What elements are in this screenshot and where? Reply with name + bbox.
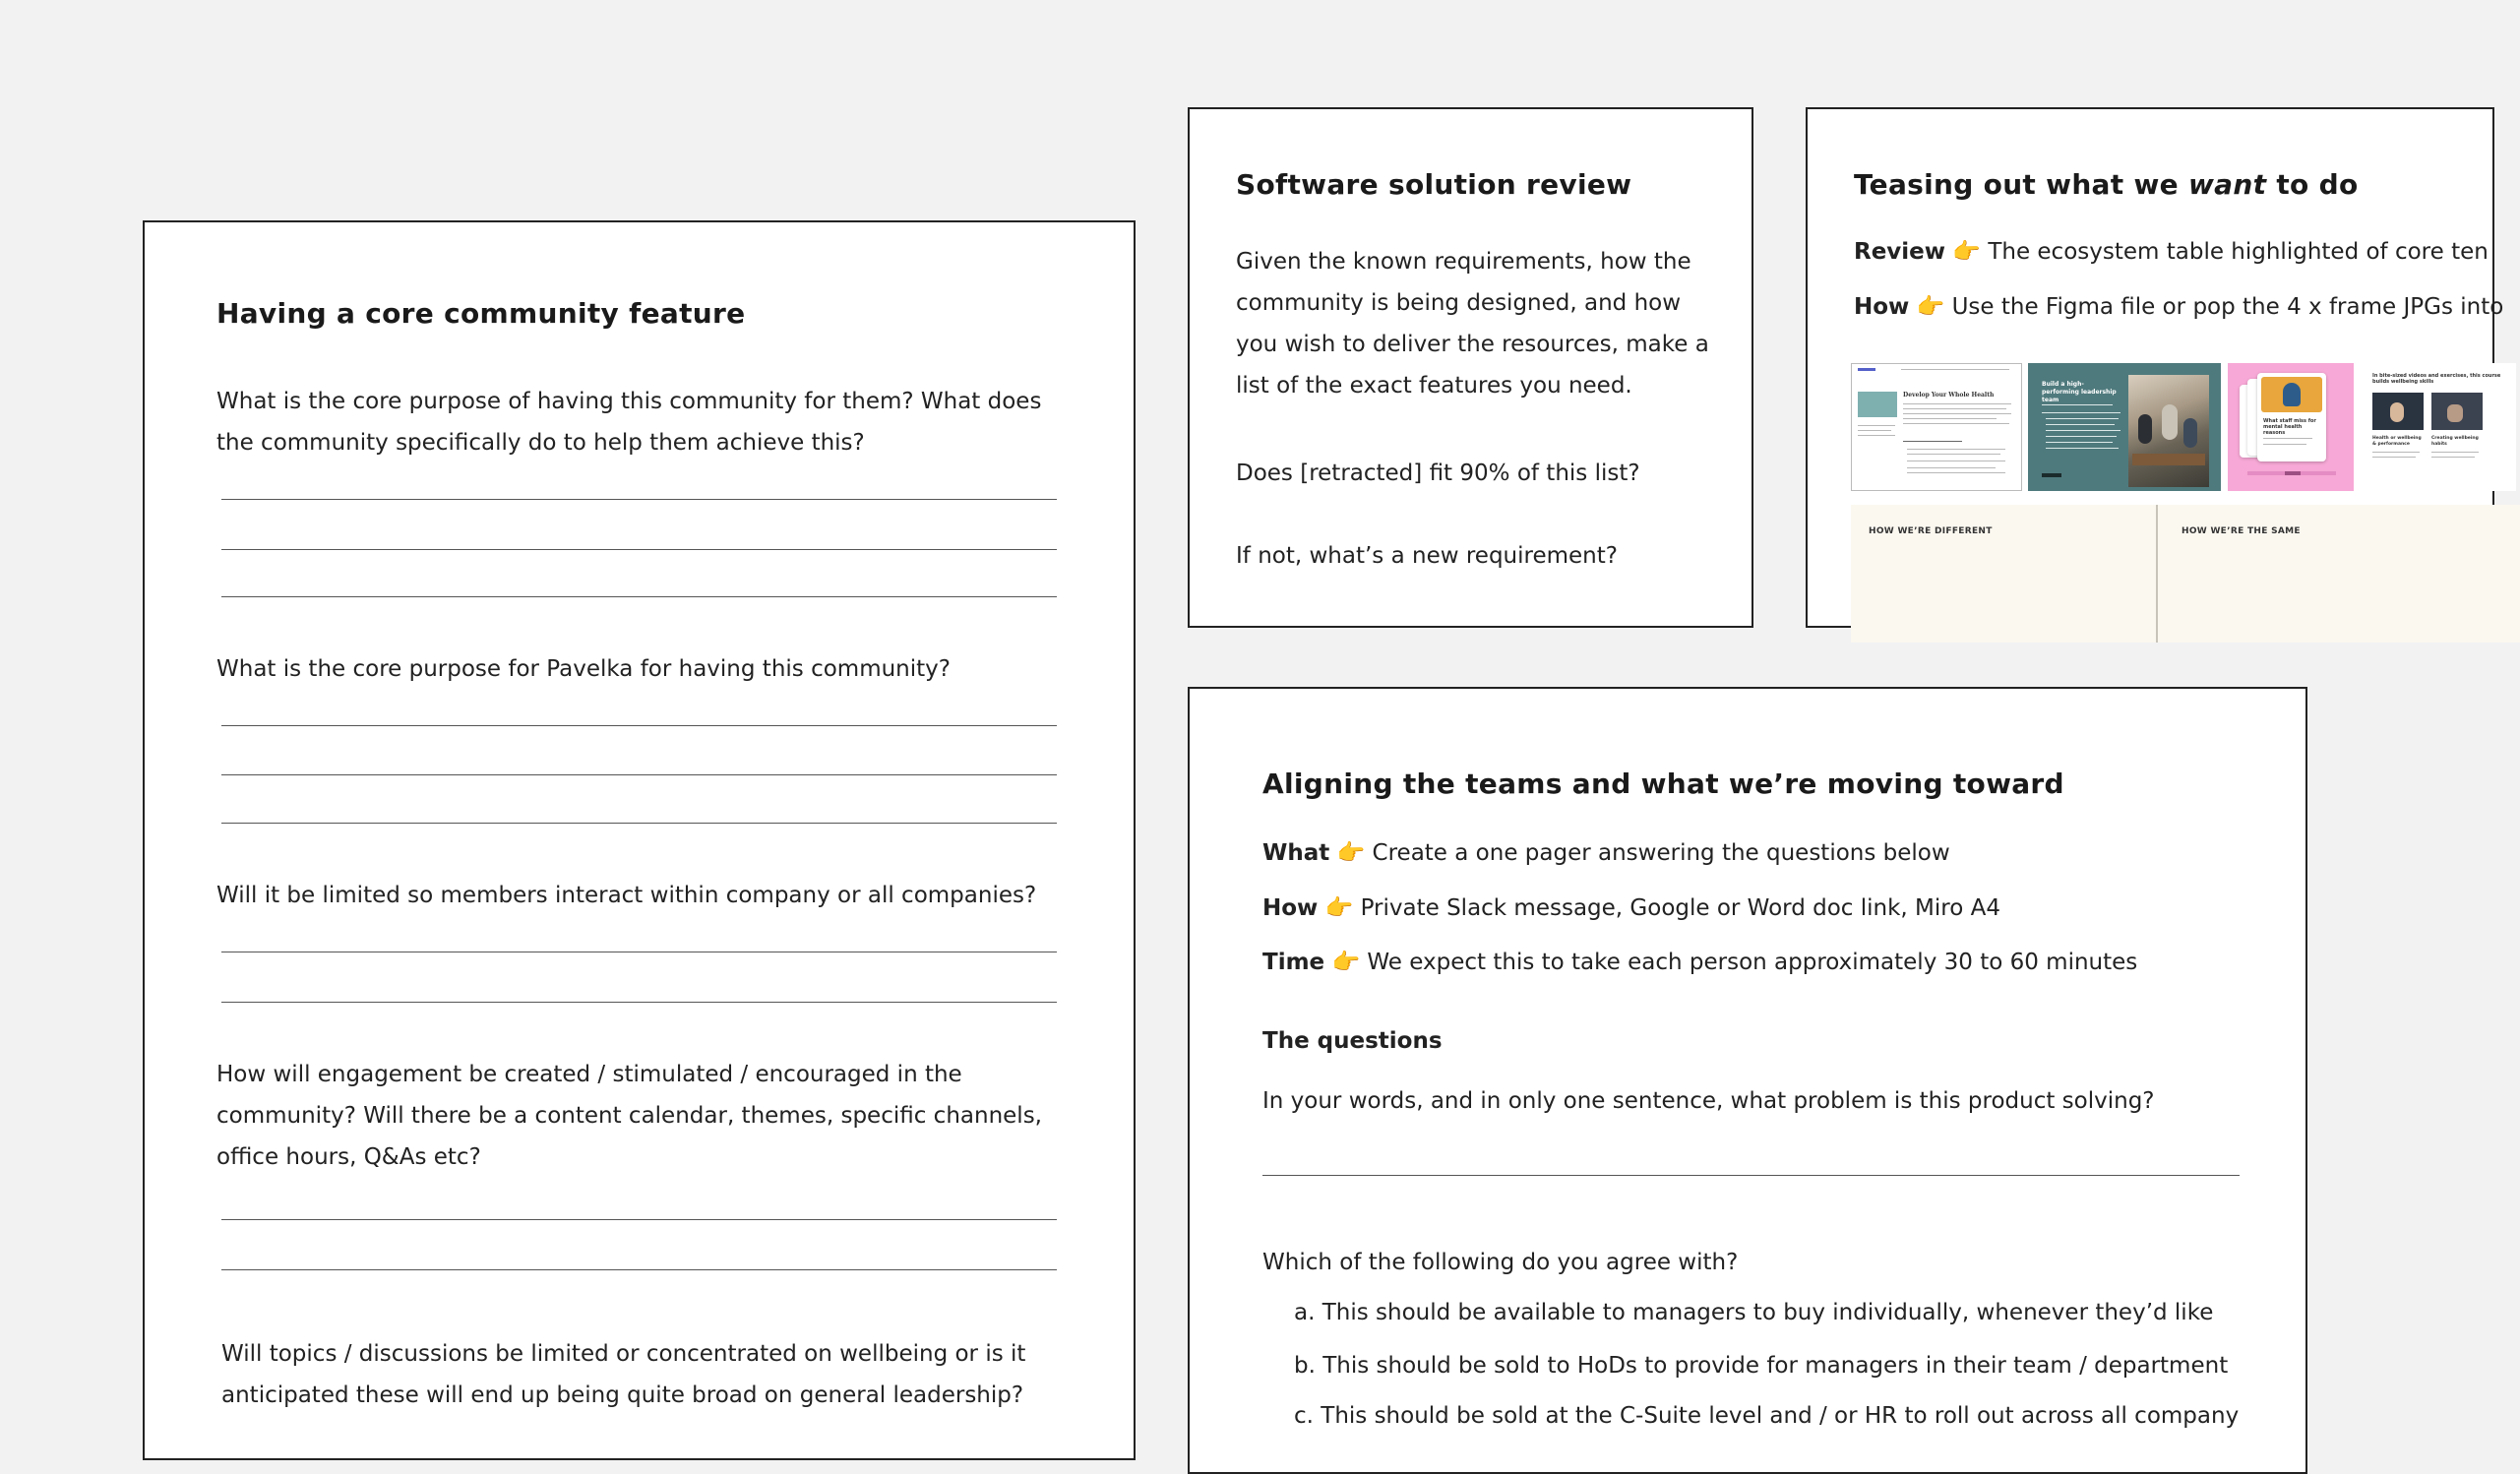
comparison-table	[1851, 505, 2520, 643]
paragraph-requirements: Given the known requirements, how the community is being designed, and how you wish to deliver the resources, make a list of the exact features you need.	[1236, 249, 1709, 399]
table-header-different: HOW WE’RE DIFFERENT	[1869, 526, 1993, 536]
row-text: The ecosystem table highlighted of core ten	[1988, 239, 2489, 265]
row-text: Private Slack message, Google or Word doc link, Miro A4	[1360, 895, 2000, 921]
row-label: How	[1854, 294, 1910, 320]
thumb-col-2: Creating wellbeing habits	[2431, 436, 2479, 447]
title-emphasis: want	[2188, 168, 2267, 201]
team-photo	[2128, 375, 2209, 487]
answer-line[interactable]	[221, 596, 1057, 597]
thumb-title: Develop Your Whole Health	[1903, 392, 1995, 399]
question-4: How will engagement be created / stimulated / encouraged in the community? Will there be a content calendar, themes, specific channels, office hours, Q&As etc?	[216, 1062, 1042, 1170]
question-5: Will topics / discussions be limited or concentrated on wellbeing or is it anticipated these will end up being quite broad on general leadership?	[221, 1341, 1026, 1408]
card-title: Aligning the teams and what we’re moving toward	[1262, 768, 2064, 800]
answer-line[interactable]	[1262, 1175, 2240, 1176]
row-label: Time	[1262, 950, 1325, 975]
questions-subheading: The questions	[1262, 1028, 1443, 1054]
card-stack	[2257, 373, 2326, 461]
card-title: Having a core community feature	[216, 297, 746, 330]
pointing-hand-icon: 👉	[1331, 950, 1361, 975]
question-problem: In your words, and in only one sentence, what problem is this product solving?	[1262, 1088, 2155, 1114]
answer-line[interactable]	[221, 1269, 1057, 1270]
thumb-title: What staff miss for mental health reasons	[2263, 418, 2316, 436]
frame-thumbnail-3[interactable]	[2228, 363, 2354, 491]
answer-line[interactable]	[221, 823, 1057, 824]
frame-thumbnail-1[interactable]	[1851, 363, 2022, 491]
question-1: What is the core purpose of having this community for them? What does the community specifically do to help them achieve this?	[216, 389, 1042, 456]
option-a[interactable]: a. This should be available to managers to buy individually, whenever they’d like	[1294, 1300, 2214, 1325]
frame-thumbnail-4[interactable]	[2359, 363, 2516, 491]
row-label: Review	[1854, 239, 1946, 265]
how-row	[1854, 286, 2503, 328]
title-pre: Teasing out what we	[1854, 168, 2188, 201]
pointing-hand-icon: 👉	[1952, 239, 1981, 265]
pointing-hand-icon: 👉	[1916, 294, 1945, 320]
video-thumbnail	[2431, 393, 2483, 430]
answer-line[interactable]	[221, 499, 1057, 500]
answer-line[interactable]	[221, 1002, 1057, 1003]
option-c[interactable]: c. This should be sold at the C-Suite level and / or HR to roll out across all company	[1294, 1403, 2240, 1429]
row-text: Create a one pager answering the questions below	[1372, 840, 1950, 866]
answer-line[interactable]	[221, 1219, 1057, 1220]
title-post: to do	[2266, 168, 2359, 201]
hero-image	[1858, 392, 1897, 417]
video-thumbnail	[2372, 393, 2424, 430]
card-core-community	[143, 220, 1136, 1460]
answer-line[interactable]	[221, 774, 1057, 775]
option-b[interactable]: b. This should be sold to HoDs to provide for managers in their team / department	[1294, 1353, 2229, 1379]
frame-thumbnail-2[interactable]	[2028, 363, 2221, 491]
row-label: How	[1262, 895, 1319, 921]
row-text: We expect this to take each person approximately 30 to 60 minutes	[1367, 950, 2138, 975]
row-text: Use the Figma file or pop the 4 x frame JPGs into	[1951, 294, 2504, 320]
thumb-col-1: Health or wellbeing & performance	[2372, 436, 2422, 447]
card-title: Software solution review	[1236, 168, 1632, 201]
how-row	[1262, 888, 2000, 929]
row-label: What	[1262, 840, 1330, 866]
review-row	[1854, 231, 2489, 273]
paragraph-fit: Does [retracted] fit 90% of this list?	[1236, 461, 1640, 486]
card-aligning-teams	[1188, 687, 2307, 1474]
card-teasing-out	[1806, 107, 2504, 628]
paragraph-new-requirement: If not, what’s a new requirement?	[1236, 543, 1618, 569]
thumb-title: Build a high-performing leadership team	[2042, 381, 2117, 403]
thumb-title: In bite-sized videos and exercises, this course builds wellbeing skills	[2372, 373, 2501, 385]
logo-mark	[1858, 368, 1875, 371]
question-2: What is the core purpose for Pavelka for having this community?	[216, 656, 951, 682]
answer-line[interactable]	[221, 549, 1057, 550]
button-mark	[2042, 473, 2061, 477]
table-header-same: HOW WE’RE THE SAME	[2182, 526, 2301, 536]
card-software-review	[1188, 107, 1753, 628]
time-row	[1262, 942, 2137, 983]
table-divider	[2156, 505, 2158, 643]
answer-line[interactable]	[221, 725, 1057, 726]
question-3: Will it be limited so members interact within company or all companies?	[216, 883, 1037, 908]
pointing-hand-icon: 👉	[1324, 895, 1354, 921]
question-agree: Which of the following do you agree with?	[1262, 1250, 1739, 1275]
card-title	[1854, 168, 2358, 201]
what-row	[1262, 832, 1950, 874]
pointing-hand-icon: 👉	[1336, 840, 1366, 866]
